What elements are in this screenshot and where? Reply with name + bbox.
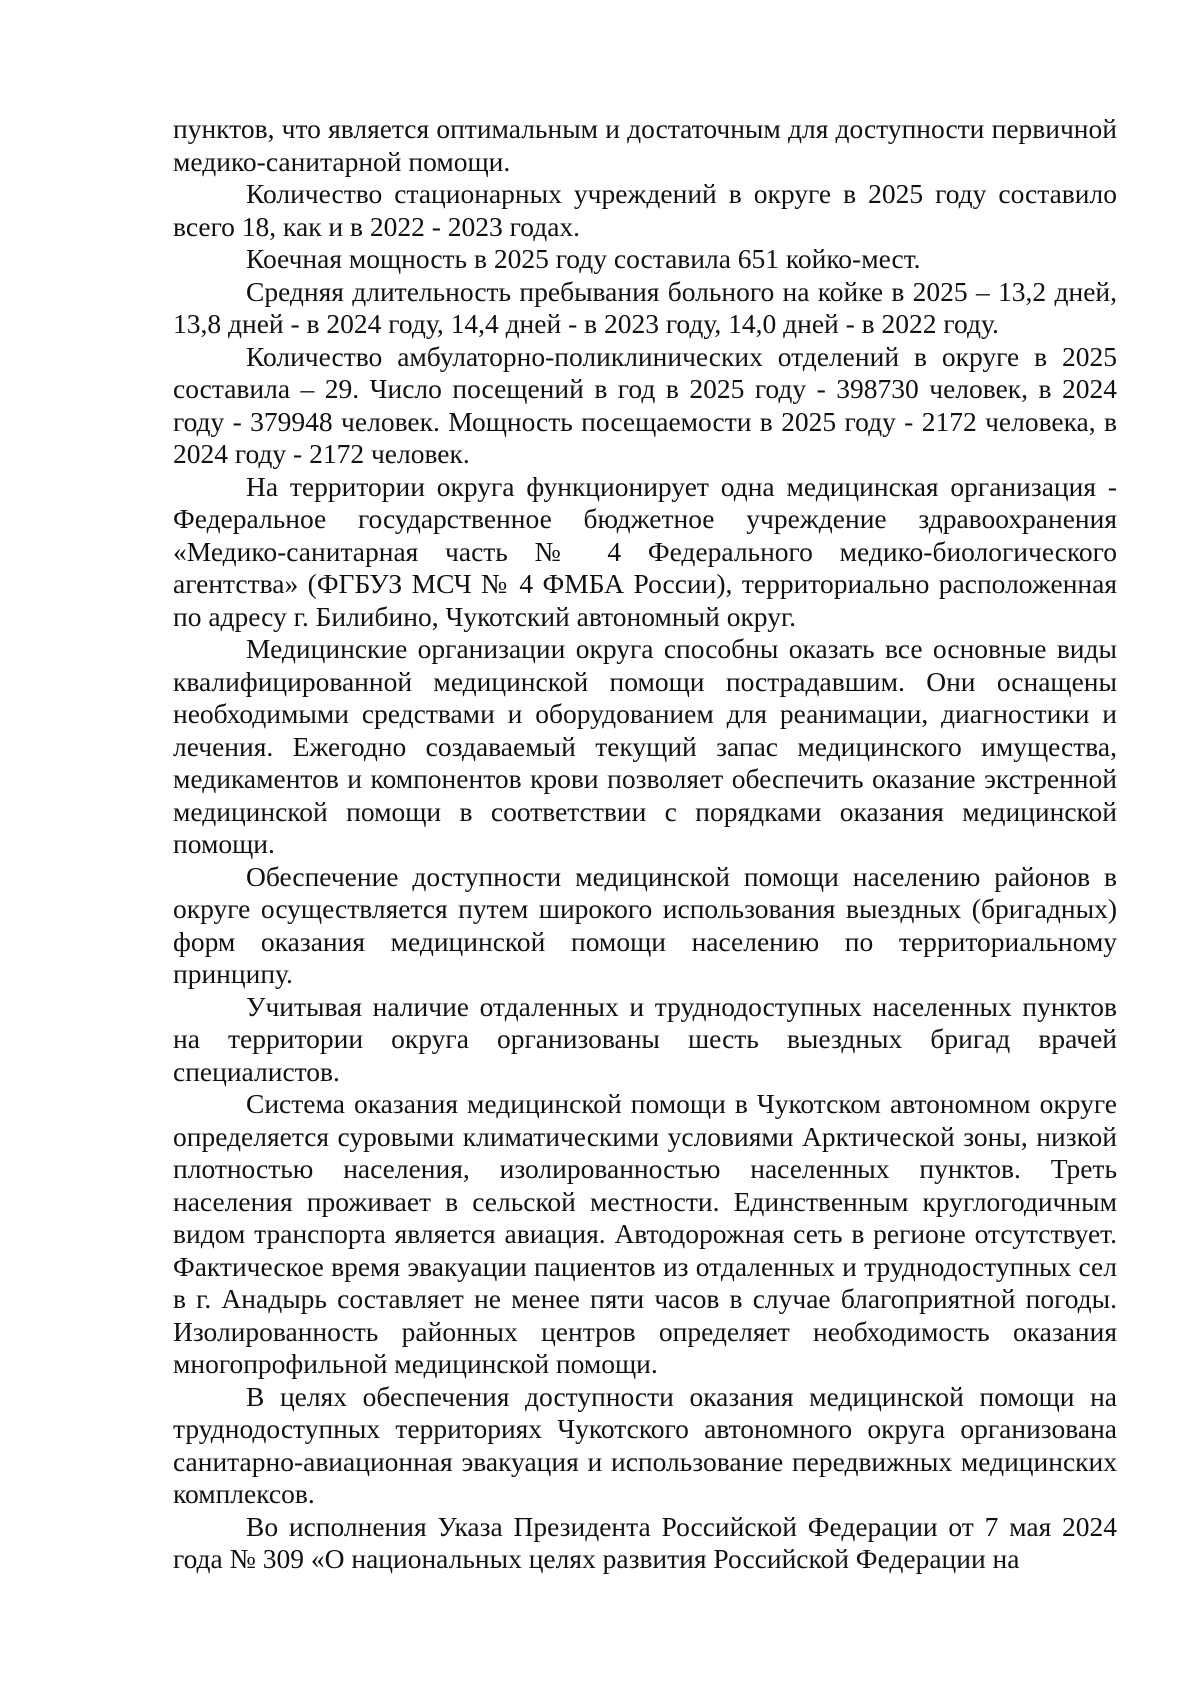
paragraph-care-system-conditions: Система оказания медицинской помощи в Чукотском автономном округе определяется суровыми климатическими условиями Арктической зоны, низкой плотностью населения, изолированностью населенных пунктов. Треть населения проживает в сельской местности. Единственным круглогодичным видом транспорта является авиация. Автодорожная сеть в регионе отсутствует. Фактическое время эвакуации пациентов из отдаленных и труднодоступных сел в г. Анадырь составляет не менее пяти часов в случае благоприятной погоды. Изолированность районных центров определяет необходимость оказания многопрофильной медицинской помощи. — [173, 1088, 1117, 1379]
document-body — [173, 113, 1117, 1576]
paragraph-bed-capacity: Коечная мощность в 2025 году составила 651 койко-мест. — [246, 243, 921, 274]
paragraph-inpatient-facilities: Количество стационарных учреждений в округе в 2025 году составило всего 18, как и в 2022 - 2023 годах. — [173, 178, 1117, 242]
paragraph-field-teams: Обеспечение доступности медицинской помощи населению районов в округе осуществляется путем широкого использования выездных (бригадных) форм оказания медицинской помощи населению по территориальному принципу. — [173, 860, 1117, 989]
paragraph-medical-capabilities: Медицинские организации округа способны оказать все основные виды квалифицированной медицинской помощи пострадавшим. Они оснащены необходимыми средствами и оборудованием для реанимации, диагностики и лечения. Ежегодно создаваемый текущий запас медицинского имущества, медикаментов и компонентов крови позволяет обеспечить оказание экстренной медицинской помощи в соответствии с порядками оказания медицинской помощи. — [173, 633, 1117, 859]
paragraph-average-stay: Средняя длительность пребывания больного на койке в 2025 – 13,2 дней, 13,8 дней - в 2024 году, 14,4 дней - в 2023 году, 14,0 дней - в 2022 году. — [173, 275, 1117, 339]
paragraph-pmsp-accessibility: пунктов, что является оптимальным и достаточным для доступности первичной медико-санитарной помощи. — [173, 113, 1117, 177]
paragraph-medical-organization: На территории округа функционирует одна медицинская организация - Федеральное государственное бюджетное учреждение здравоохранения «Медико-санитарная часть № 4 Федерального медико-биологического агентства» (ФГБУЗ МСЧ № 4 ФМБА России), территориально расположенная по адресу г. Билибино, Чукотский автономный округ. — [173, 470, 1117, 632]
paragraph-presidential-decree: Во исполнения Указа Президента Российской Федерации от 7 мая 2024 года № 309 «О национальных целях развития Российской Федерации на — [173, 1510, 1117, 1574]
paragraph-outpatient-departments: Количество амбулаторно-поликлинических отделений в округе в 2025 составила – 29. Число посещений в год в 2025 году - 398730 человек, в 2024 году - 379948 человек. Мощность посещаемости в 2025 году - 2172 человека, в 2024 году - 2172 человек. — [173, 340, 1117, 469]
paragraph-specialist-teams: Учитывая наличие отдаленных и труднодоступных населенных пунктов на территории округа организованы шесть выездных бригад врачей специалистов. — [173, 990, 1117, 1087]
paragraph-air-evacuation: В целях обеспечения доступности оказания медицинской помощи на труднодоступных территориях Чукотского автономного округа организована санитарно-авиационная эвакуация и использование передвижных медицинских комплексов. — [173, 1380, 1117, 1509]
